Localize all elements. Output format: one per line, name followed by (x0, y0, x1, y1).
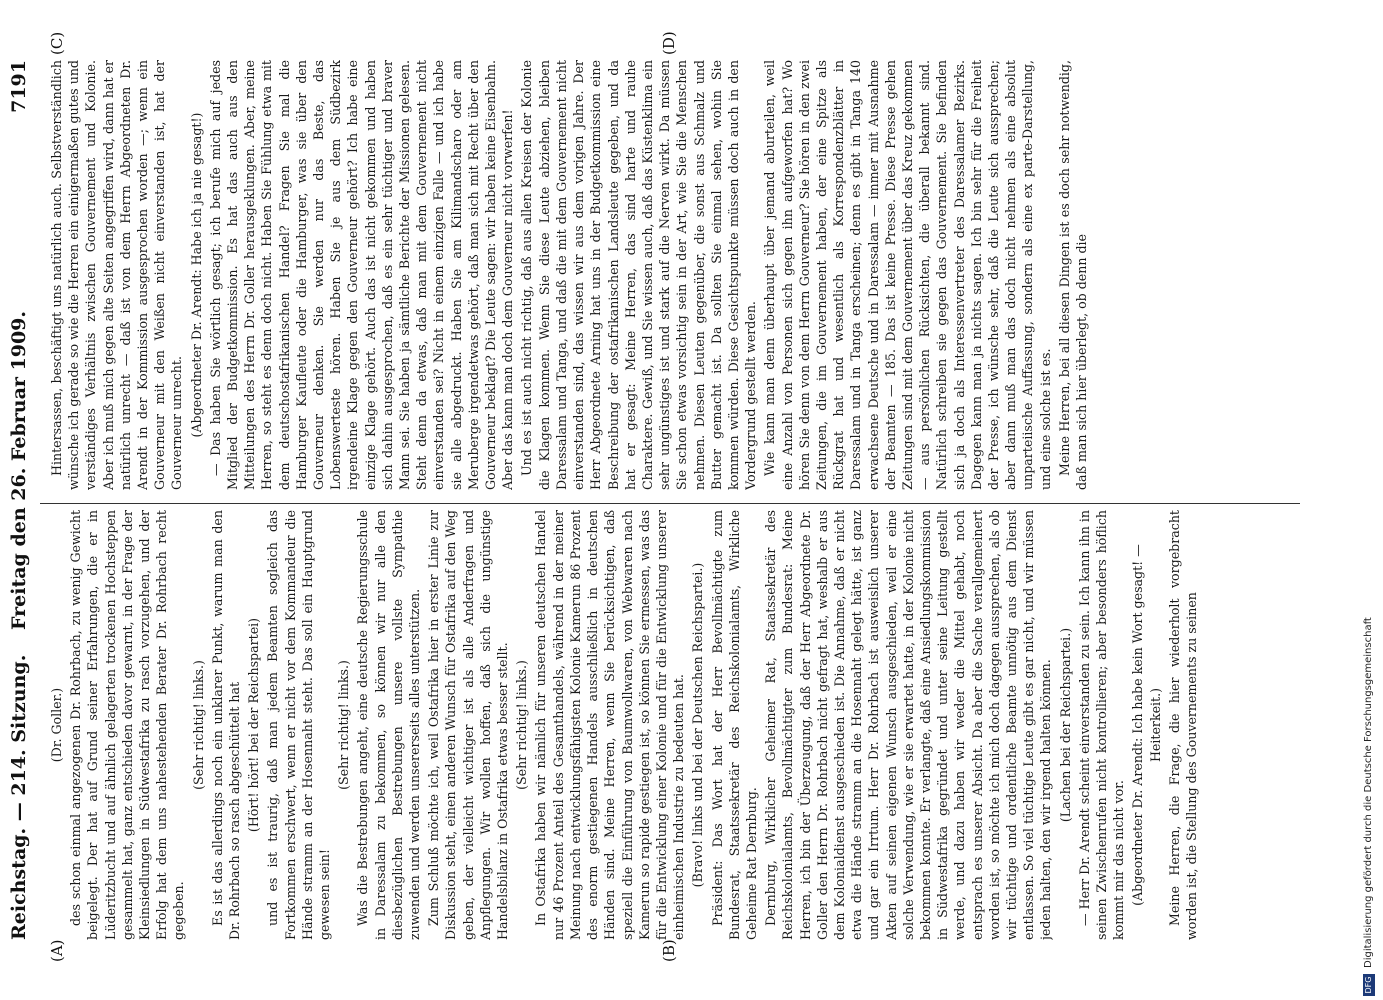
interjection: (Abgeordneter Dr. Arendt: Ich habe kein Wort gesagt! — Heiterkeit.) (1130, 544, 1163, 906)
interjection: (Bravo! links und bei der Deutschen Reichspartei.) (690, 562, 706, 888)
paragraph: Wie kann man denn überhaupt über jemand aburteilen, weil eine Anzahl von Personen sich gegen ihn aufgeworfen hat? Wo hören Sie denn von dem Herrn Gouverneur? Sie hören in den zwei Zeitungen, die im Gouvernement haben, der eine Spitze als Rückgrat hat und wesentlich als Korrespondenzblätter in Daressalam und in Tanga erscheinen; denn es gibt in Tanga 140 erwachsene Deutsche und in Daressalam — immer mit Ausnahme der Beamten — 185. Das ist keine Presse. Diese Presse gehen Zeitungen sind mit dem Gouvernement über das Kreuz gekommen — aus persönlichen Rücksichten, die überall bekannt sind. Natürlich schreiben sie gegen das Gouvernement. Sie befinden sich ja doch als Interessenvertreter des Daressalamer Bezirks. Dagegen kann man ja nichts sagen. Ich bin sehr für die Freiheit der Presse, ich wünsche sehr, daß die Leute sich aussprechen; aber dann muß man das doch nicht nehmen als eine absolut unparteiische Auffassung, sondern als eine ex parte-Darstellung, und eine solche ist es. (762, 60, 1053, 490)
paragraph: und es ist traurig, daß man jedem Beamten sogleich das Fortkommen erschwert, wenn er nicht vor dem Kommandeur die Hände stramm an der Hosennaht steht. Das soll ein Hauptgrund gewesen sein! (265, 510, 333, 940)
paragraph: Meine Herren, die Frage, die hier wiederholt vorgebracht worden ist, die Stellung des Gouvernements zu seinen (1166, 510, 1199, 940)
header-left: Reichstag. — 214. Sitzung. (8, 654, 30, 940)
page-header (8, 60, 38, 940)
paragraph: Und es ist auch nicht richtig, daß aus allen Kreisen der Kolonie die Klagen kommen. Wenn Sie diese Leute abziehen, bleiben Daressalam und Tanga, und daß die mit dem Gouvernement nicht einverstanden sind, das wissen wir aus dem vorigen Jahre. Der Herr Abgeordnete Arning hat uns in der Budgetkommission eine Beschreibung der ostafrikanischen Landsleute gegeben, und da hat er gesagt: Meine Herren, das sind harte und rauhe Charaktere. Gewiß, und Sie wissen auch, daß das Küstenklima ein sehr ungünstiges ist und stark auf die Nerven wirkt. Da müssen Sie schon etwas vorsichtig sein in der Art, wie Sie die Menschen nehmen. Diesen Leuten gegenüber, die sonst aus Schmalz und Butter gemacht ist. Da sollten Sie einmal sehen, wohin Sie kommen würden. Diese Gesichtspunkte müssen doch auch in den Vordergrund gestellt werden. (519, 60, 759, 490)
paragraph: Es ist das allerdings noch ein unklarer Punkt, warum man den Dr. Rohrbach so rasch abgeschüttelt hat (209, 510, 243, 940)
paragraph: In Ostafrika haben wir nämlich für unseren deutschen Handel nur 46 Prozent Anteil des Gesamthandels, während in der meiner Meinung nach entwicklungsfähigsten Kolonie Kamerun 86 Prozent des enorm gestiegenen Handels ausschließlich in deutschen Händen sind. Meine Herren, wenn Sie berücksichtigen, daß speziell die Einführung von Baumwollwaren, von Webwaren nach Kamerun so rapide gestiegen ist, so können Sie ermessen, was das für die Entwicklung einer Kolonie und für die Entwicklung unserer einheimischen Industrie zu bedeuten hat. (533, 510, 687, 940)
header-date: Freitag den 26. Februar 1909. (8, 310, 30, 630)
paragraph: des schon einmal angezogenen Dr. Rohrbach, zu wenig Gewicht beigelegt. Der hat auf Grund seiner Erfahrungen, die er in Lüderitzbucht und auf ähnlich gelagerten trockenen Hochsteppen gesammelt hat, ganz entschieden davor gewarnt, in der Frage der Kleinsiedlungen in Südwestafrika zu rasch vorzugehen, und der Erfolg hat dem uns nahestehenden Berater Dr. Rohrbach recht gegeben. (68, 510, 187, 940)
left-column (48, 510, 1263, 940)
interjection: (Sehr richtig! links.) (336, 660, 352, 790)
paragraph: — Herr Dr. Arendt scheint einverstanden zu sein. Ich kann ihn in seinen Zwischenrufen nicht kontrollieren; aber besonders höflich kommt mir das nicht vor. (1076, 510, 1127, 940)
margin-marker-d: (D) (660, 31, 678, 55)
digitization-footer (1363, 0, 1377, 1000)
paragraph: Zum Schluß möchte ich, weil Ostafrika hier in erster Linie zur Diskussion steht, einen anderen Wunsch für Ostafrika auf den Weg geben, der vielleicht wichtiger ist als alle Anderfragen und Anpflegungen. Wir wollen hoffen, daß sich die ungünstige Handelsbilanz in Ostafrika etwas besser stellt. (426, 510, 511, 940)
paragraph: Was die Bestrebungen angeht, eine deutsche Regierungsschule in Daressalam zu bekommen, so können wir nur alle den diesbezüglichen Bestrebungen unsere vollste Sympathie zuwenden und werden unsererseits alles unterstützen. (355, 510, 423, 940)
margin-marker-a: (A) (48, 939, 66, 962)
paragraph: — Das haben Sie wörtlich gesagt; ich berufe mich auf jedes Mitglied der Budgetkommission. Es hat das auch aus den Mitteilungen des Herrn Dr. Goller herausgeklungen. Aber, meine Herren, so steht es denn doch nicht. Haben Sie Fühlung etwa mit dem deutschostafrikanischen Handel? Fragen Sie mal die Hamburger Kaufleute oder die Hamburger, was sie über den Gouverneur denken. Sie werden nur das Beste, das Lobenswerteste hören. Haben Sie je aus dem Südbezirk irgendeine Klage gegen den Gouverneur gehört? Ich habe eine einzige Klage gehört. Auch das ist nicht gekommen und haben sich dahin ausgesprochen, daß es ein sehr tüchtiger und braver Mann sei. Sie haben ja sämtliche Berichte der Missionen gelesen. Steht denn da etwas, daß man mit dem Gouvernement nicht einverstanden sei? Nicht in einem einzigen Falle — und ich habe sie alle abgedruckt. Haben Sie am Kilimandscharo oder am Meruberge irgendetwas gehört, daß man sich mit Recht über den Gouverneur beklagt? Die Leute sagen: wir haben keine Eisenbahn. Aber das kann man doch dem Gouverneur nicht vorwerfen! (207, 60, 516, 490)
paragraph: Meine Herren, bei all diesen Dingen ist es doch sehr notwendig, daß man sich hier überlegt, ob denn die (1056, 60, 1089, 490)
page-number: 7191 (8, 60, 30, 113)
interjection: (Abgeordneter Dr. Arendt: Habe ich ja nie gesagt!) (188, 112, 204, 438)
margin-marker-c: (C) (48, 31, 66, 55)
interjection: (Lachen bei der Reichspartei.) (1057, 627, 1073, 823)
margin-marker-b: (B) (660, 939, 678, 962)
speaker-label: (Dr. Goller.) (49, 687, 64, 763)
right-column (48, 60, 1263, 490)
paragraph: Präsident: Das Wort hat der Herr Bevollmächtigte zum Bundesrat, Staatssekretär des Reichskolonialamts, Wirkliche Geheime Rat Dernburg. (709, 510, 759, 940)
paragraph: Dernburg, Wirklicher Geheimer Rat, Staatssekretär des Reichskolonialamts, Bevollmächtigter zum Bundesrat: Meine Herren, ich bin der Überzeugung, daß der Herr Abgeordnete Dr. Goller den Herrn Dr. Rohrbach nicht gefragt hat, weshalb er aus dem Kolonialdienst ausgeschieden ist. Die Annahme, daß er nicht etwa die Hände stramm an die Hosennaht gelegt hätte, ist ganz und gar ein Irrtum. Herr Dr. Rohrbach ist ausweislich unserer Akten auf seinen eigenen Wunsch ausgeschieden, weil er eine solche Verwendung, wie er sie erwartet hatte, in der Kolonie nicht bekommen konnte. Er verlangte, daß eine Ansiedlungskommission in Südwestafrika gegründet und unter seine Leitung gestellt werde, und dazu haben wir weder die Mittel gehabt, noch entsprach es unserer Absicht. Da aber die Sache verallgemeinert worden ist, so möchte ich mich doch dagegen aussprechen, als ob wir tüchtige und ordentliche Beamte unnötig aus dem Dienst entlassen. So viel tüchtige Leute gibt es gar nicht, und wir müssen jeden halten, den wir irgend halten können. (763, 510, 1054, 940)
footer-text: Digitalisierung gefördert durch die Deutsche Forschungsgemeinschaft (1363, 617, 1374, 968)
interjection: (Hört! hört! bei der Reichspartei) (246, 617, 262, 833)
paragraph: Hintersassen, beschäftigt uns natürlich auch. Selbstverständlich wünsche ich gerade so wie die Herren ein einigermaßen gutes und verständiges Verhältnis zwischen Gouvernement und Kolonie. Aber ich muß mich gegen alte Seiten angegriffen wird, dann hat er natürlich unrecht — daß ist von dem Herrn Abgeordneten Dr. Arendt in der Kommission ausgesprochen worden —; wenn ein Gouverneur mit den Weißen nicht einverstanden ist, hat der Gouverneur unrecht. (49, 60, 185, 490)
interjection: (Sehr richtig! links.) (514, 660, 530, 790)
column-divider (40, 503, 1300, 504)
interjection: (Sehr richtig! links.) (190, 660, 206, 790)
dfg-logo: DFG (1363, 974, 1375, 996)
